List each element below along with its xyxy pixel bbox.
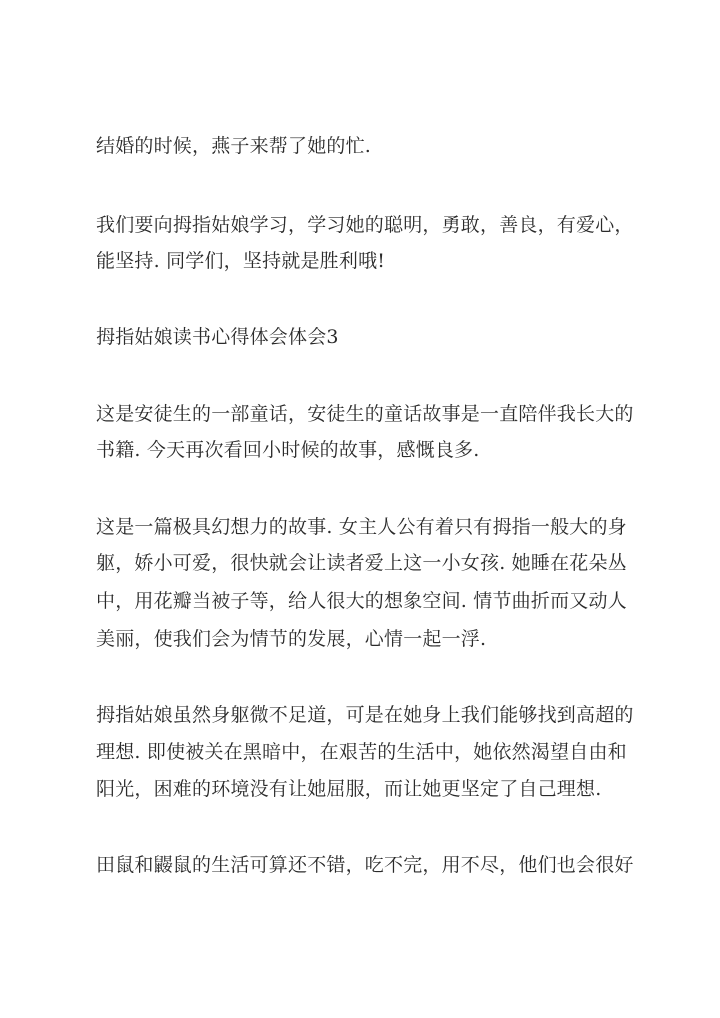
- paragraph-line: 结婚的时候，燕子来帮了她的忙.: [96, 135, 372, 157]
- paragraph-line: 阳光，困难的环境没有让她屈服，而让她更坚定了自己理想.: [96, 778, 602, 800]
- paragraph-line: 美丽，使我们会为情节的发展，心情一起一浮.: [96, 628, 487, 650]
- section-title: 拇指姑娘读书心得体会体会3: [96, 326, 339, 348]
- paragraph-line: 理想. 即使被关在黑暗中，在艰苦的生活中，她依然渴望自由和: [96, 741, 627, 763]
- paragraph-line: 拇指姑娘虽然身躯微不足道，可是在她身上我们能够找到高超的: [96, 704, 634, 726]
- paragraph-line: 我们要向拇指姑娘学习，学习她的聪明，勇敢，善良，有爱心，: [96, 214, 634, 236]
- paragraph-line: 能坚持. 同学们，坚持就是胜利哦!: [96, 250, 386, 272]
- paragraph-line: 这是一篇极具幻想力的故事. 女主人公有着只有拇指一般大的身: [96, 516, 627, 538]
- paragraph-line: 中，用花瓣当被子等，给人很大的想象空间. 情节曲折而又动人: [96, 590, 627, 612]
- paragraph-line: 这是安徒生的一部童话，安徒生的童话故事是一直陪伴我长大的: [96, 403, 634, 425]
- paragraph-line: 躯，娇小可爱，很快就会让读者爱上这一小女孩. 她睡在花朵丛: [96, 552, 627, 574]
- paragraph-line: 书籍. 今天再次看回小时候的故事，感慨良多.: [96, 439, 480, 461]
- paragraph-line: 田鼠和鼹鼠的生活可算还不错，吃不完，用不尽，他们也会很好: [96, 854, 634, 876]
